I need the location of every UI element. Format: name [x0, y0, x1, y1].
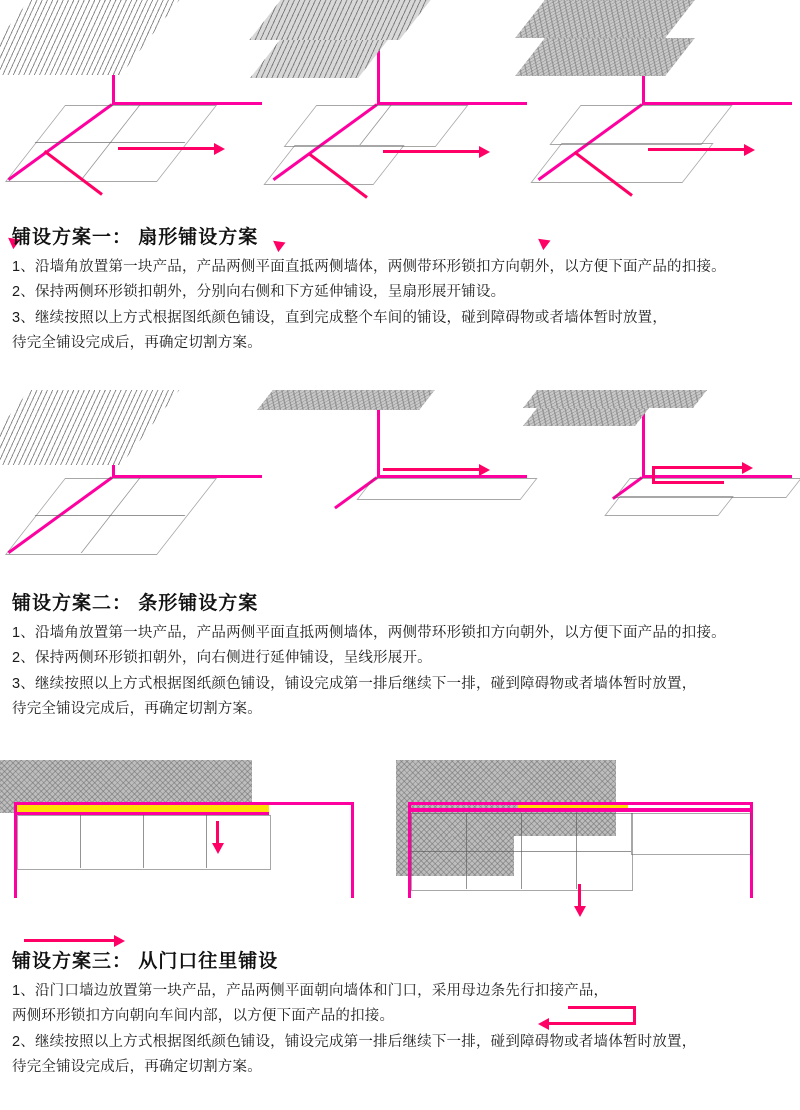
tile-seam [80, 815, 81, 868]
tile-seam [35, 515, 186, 516]
step-item: 1、沿门口墙边放置第一块产品，产品两侧平面朝向墙体和门口，采用母边条先行扣接产品， [12, 983, 609, 999]
step-item: 1、沿墙角放置第一块产品，产品两侧平面直抵两侧墙体，两侧带环形锁扣方向朝外，以方便下面产品的扣接。 [12, 625, 726, 641]
tile-seam [35, 142, 186, 143]
step-item: 3、继续按照以上方式根据图纸颜色铺设，直到完成整个车间的铺设，碰到障碍物或者墙体暂时放置， [12, 309, 668, 326]
step-item: 1、沿墙角放置第一块产品，产品两侧平面直抵两侧墙体，两侧带环形锁扣方向朝外，以方便下面产品的扣接。 [12, 259, 726, 275]
tile-area-outline [5, 478, 217, 555]
tile-area-row2 [515, 38, 695, 76]
step-item: 2、保持两侧环形锁扣朝外，分别向右侧和下方延伸铺设，呈扇形展开铺设。 [12, 284, 506, 301]
section-title-plan-one: 铺设方案一： 扇形铺设方案 [12, 227, 259, 248]
door-edge-yellow [17, 805, 269, 812]
tile-area [0, 0, 179, 75]
figure-fan-step-3 [530, 0, 800, 210]
tile-seam [143, 815, 144, 868]
step-item: 2、保持两侧环形锁扣朝外，向右侧进行延伸铺设，呈线形展开。 [12, 650, 432, 667]
tile-area [515, 0, 695, 38]
door-edge-pink [411, 808, 751, 812]
figure-strip-step-3 [530, 390, 800, 580]
section-title-plan-three: 铺设方案三： 从门口往里铺设 [12, 951, 279, 972]
step-item: 2、继续按照以上方式根据图纸颜色铺设，铺设完成第一排后继续下一排，碰到障碍物或者墙体暂时放置， [12, 1033, 697, 1050]
tile-area [0, 390, 179, 465]
tile-area-outline [631, 813, 751, 855]
tile-area-outline [549, 105, 732, 145]
tile-strip-row [257, 390, 435, 410]
step-item: 待完全铺设完成后，再确定切割方案。 [12, 335, 262, 352]
tile-area-extension [250, 40, 388, 78]
tile-strip-row [523, 390, 707, 408]
step-item: 两侧环形锁扣方向朝向车间内部，以方便下面产品的扣接。 [12, 1008, 395, 1025]
figure-door-step-1 [0, 760, 380, 940]
figure-fan-step-2 [265, 0, 535, 210]
step-list-plan-three [0, 980, 800, 1082]
section-title-plan-two: 铺设方案二： 条形铺设方案 [12, 593, 259, 614]
wall-vertical [377, 400, 380, 478]
figure-row-plan-one [0, 0, 800, 210]
tile-strip-outline [356, 478, 537, 500]
step-list-plan-one [0, 256, 800, 358]
tile-seam [411, 851, 631, 852]
tile-area-outline [17, 815, 271, 870]
step-item: 待完全铺设完成后，再确定切割方案。 [12, 1059, 262, 1076]
tile-strip-outline [604, 496, 734, 516]
figure-row-plan-three [0, 760, 800, 940]
step-item: 3、继续按照以上方式根据图纸颜色铺设，铺设完成第一排后继续下一排，碰到障碍物或者墙体暂时放置， [12, 675, 697, 692]
figure-door-step-2 [396, 760, 800, 940]
figure-row-plan-two [0, 390, 800, 580]
wall-vertical-right [351, 802, 354, 898]
figure-strip-step-2 [265, 390, 535, 580]
figure-strip-step-1 [0, 390, 270, 580]
figure-fan-step-1 [0, 0, 270, 210]
tile-area [249, 0, 430, 40]
tile-area-outline [5, 105, 217, 182]
step-item: 待完全铺设完成后，再确定切割方案。 [12, 701, 262, 718]
tile-strip-row-2 [523, 408, 649, 426]
tile-area-outline [284, 105, 469, 147]
tile-area-outline [411, 813, 633, 891]
step-list-plan-two [0, 622, 800, 724]
tile-seam [206, 815, 207, 868]
